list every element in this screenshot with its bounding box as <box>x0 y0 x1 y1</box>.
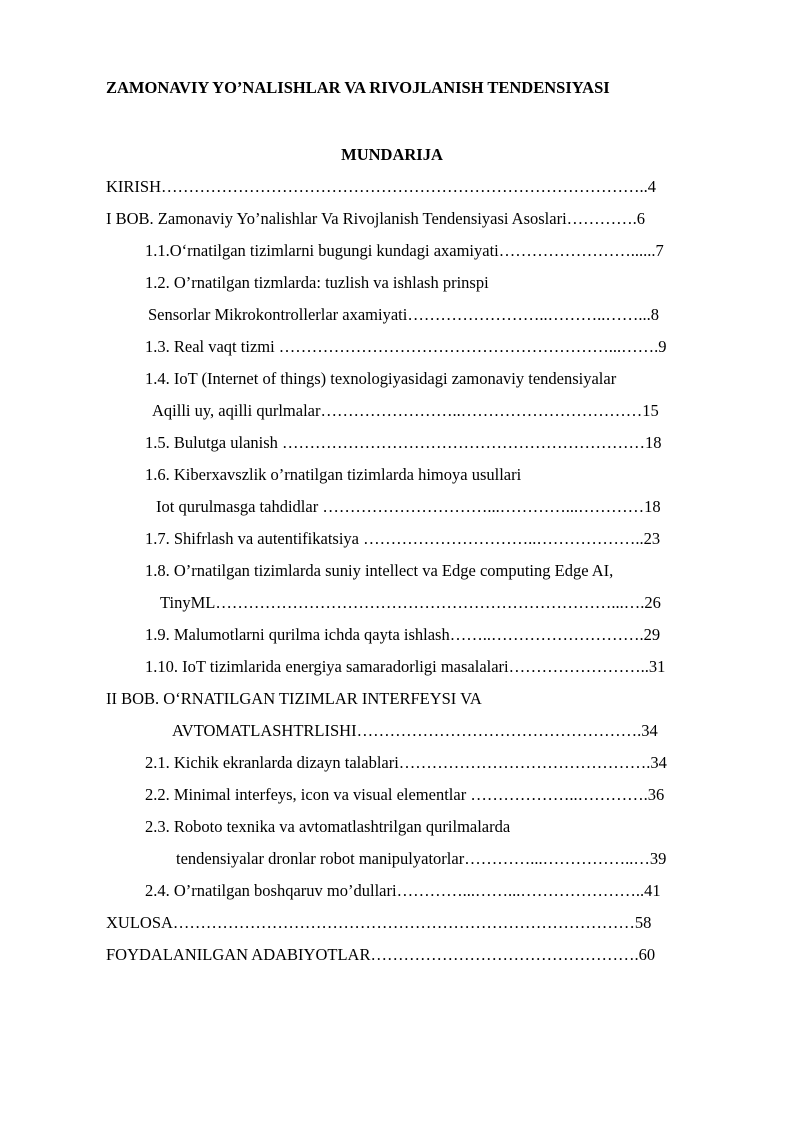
toc-entry-2-2: 2.2. Minimal interfeys, icon va visual elementlar ………………..………….36 <box>145 785 665 804</box>
toc-entry-chapter-1: I BOB. Zamonaviy Yo’nalishlar Va Rivojlanish Tendensiyasi Asoslari………….6 <box>106 209 646 228</box>
toc-entry-1-6: 1.6. Kiberxavszlik o’rnatilgan tizimlarda himoya usullari <box>145 465 522 484</box>
toc-entry-1-2-continued: Sensorlar Mikrokontrollerlar axamiyati……………………..………..……...8 <box>148 305 659 324</box>
toc-entry-2-4: 2.4. O’rnatilgan boshqaruv mo’dullari…………...……...…………………..41 <box>145 881 661 900</box>
toc-entry-2-3: 2.3. Roboto texnika va avtomatlashtrilgan qurilmalarda <box>145 817 511 836</box>
toc-entry-1-10: 1.10. IoT tizimlarida energiya samaradorligi masalalari……………………..31 <box>145 657 666 676</box>
toc-entry-1-7: 1.7. Shifrlash va autentifikatsiya …………………………..………………..23 <box>145 529 661 548</box>
toc-entry-1-2: 1.2. O’rnatilgan tizmlarda: tuzlish va ishlash prinspi <box>145 273 489 292</box>
toc-entry-1-9: 1.9. Malumotlarni qurilma ichda qayta ishlash……..……………………….29 <box>145 625 661 644</box>
document-title: ZAMONAVIY YO’NALISHLAR VA RIVOJLANISH TENDENSIYASI <box>106 78 610 97</box>
toc-entry-1-8: 1.8. O’rnatilgan tizimlarda suniy intellect va Edge computing Edge AI, <box>145 561 614 580</box>
toc-entry-1-5: 1.5. Bulutga ulanish …………………………………………………………18 <box>145 433 662 452</box>
toc-entry-chapter-2: II BOB. O‘RNATILGAN TIZIMLAR INTERFEYSI VA <box>106 689 482 708</box>
toc-entry-bibliography: FOYDALANILGAN ADABIYOTLAR………………………………………….60 <box>106 945 656 964</box>
toc-entry-2-3-continued: tendensiyalar dronlar robot manipulyatorlar…………...……………..…39 <box>176 849 667 868</box>
toc-entry-1-4-continued: Aqilli uy, aqilli qurlmalar……………………..……………………………15 <box>152 401 659 420</box>
toc-entry-2-1: 2.1. Kichik ekranlarda dizayn talablari……………………………………….34 <box>145 753 667 772</box>
toc-entry-chapter-2-continued: AVTOMATLASHTRLISHI…………………………………………….34 <box>172 721 658 740</box>
toc-entry-1-8-continued: TinyML………………………………………………………………...….26 <box>160 593 661 612</box>
toc-heading: MUNDARIJA <box>341 145 443 164</box>
toc-entry-xulosa: XULOSA…………………………………………………………………………58 <box>106 913 652 932</box>
toc-entry-1-1: 1.1.O‘rnatilgan tizimlarni bugungi kundagi axamiyati……………………......7 <box>145 241 664 260</box>
toc-entry-kirish: KIRISH……………………………………………………………………………..4 <box>106 177 657 196</box>
toc-entry-1-6-continued: Iot qurulmasga tahdidlar …………………………...…………...…………18 <box>156 497 661 516</box>
toc-entry-1-3: 1.3. Real vaqt tizmi ……………………………………………………...…….9 <box>145 337 667 356</box>
toc-entry-1-4: 1.4. IoT (Internet of things) texnologiyasidagi zamonaviy tendensiyalar <box>145 369 617 388</box>
